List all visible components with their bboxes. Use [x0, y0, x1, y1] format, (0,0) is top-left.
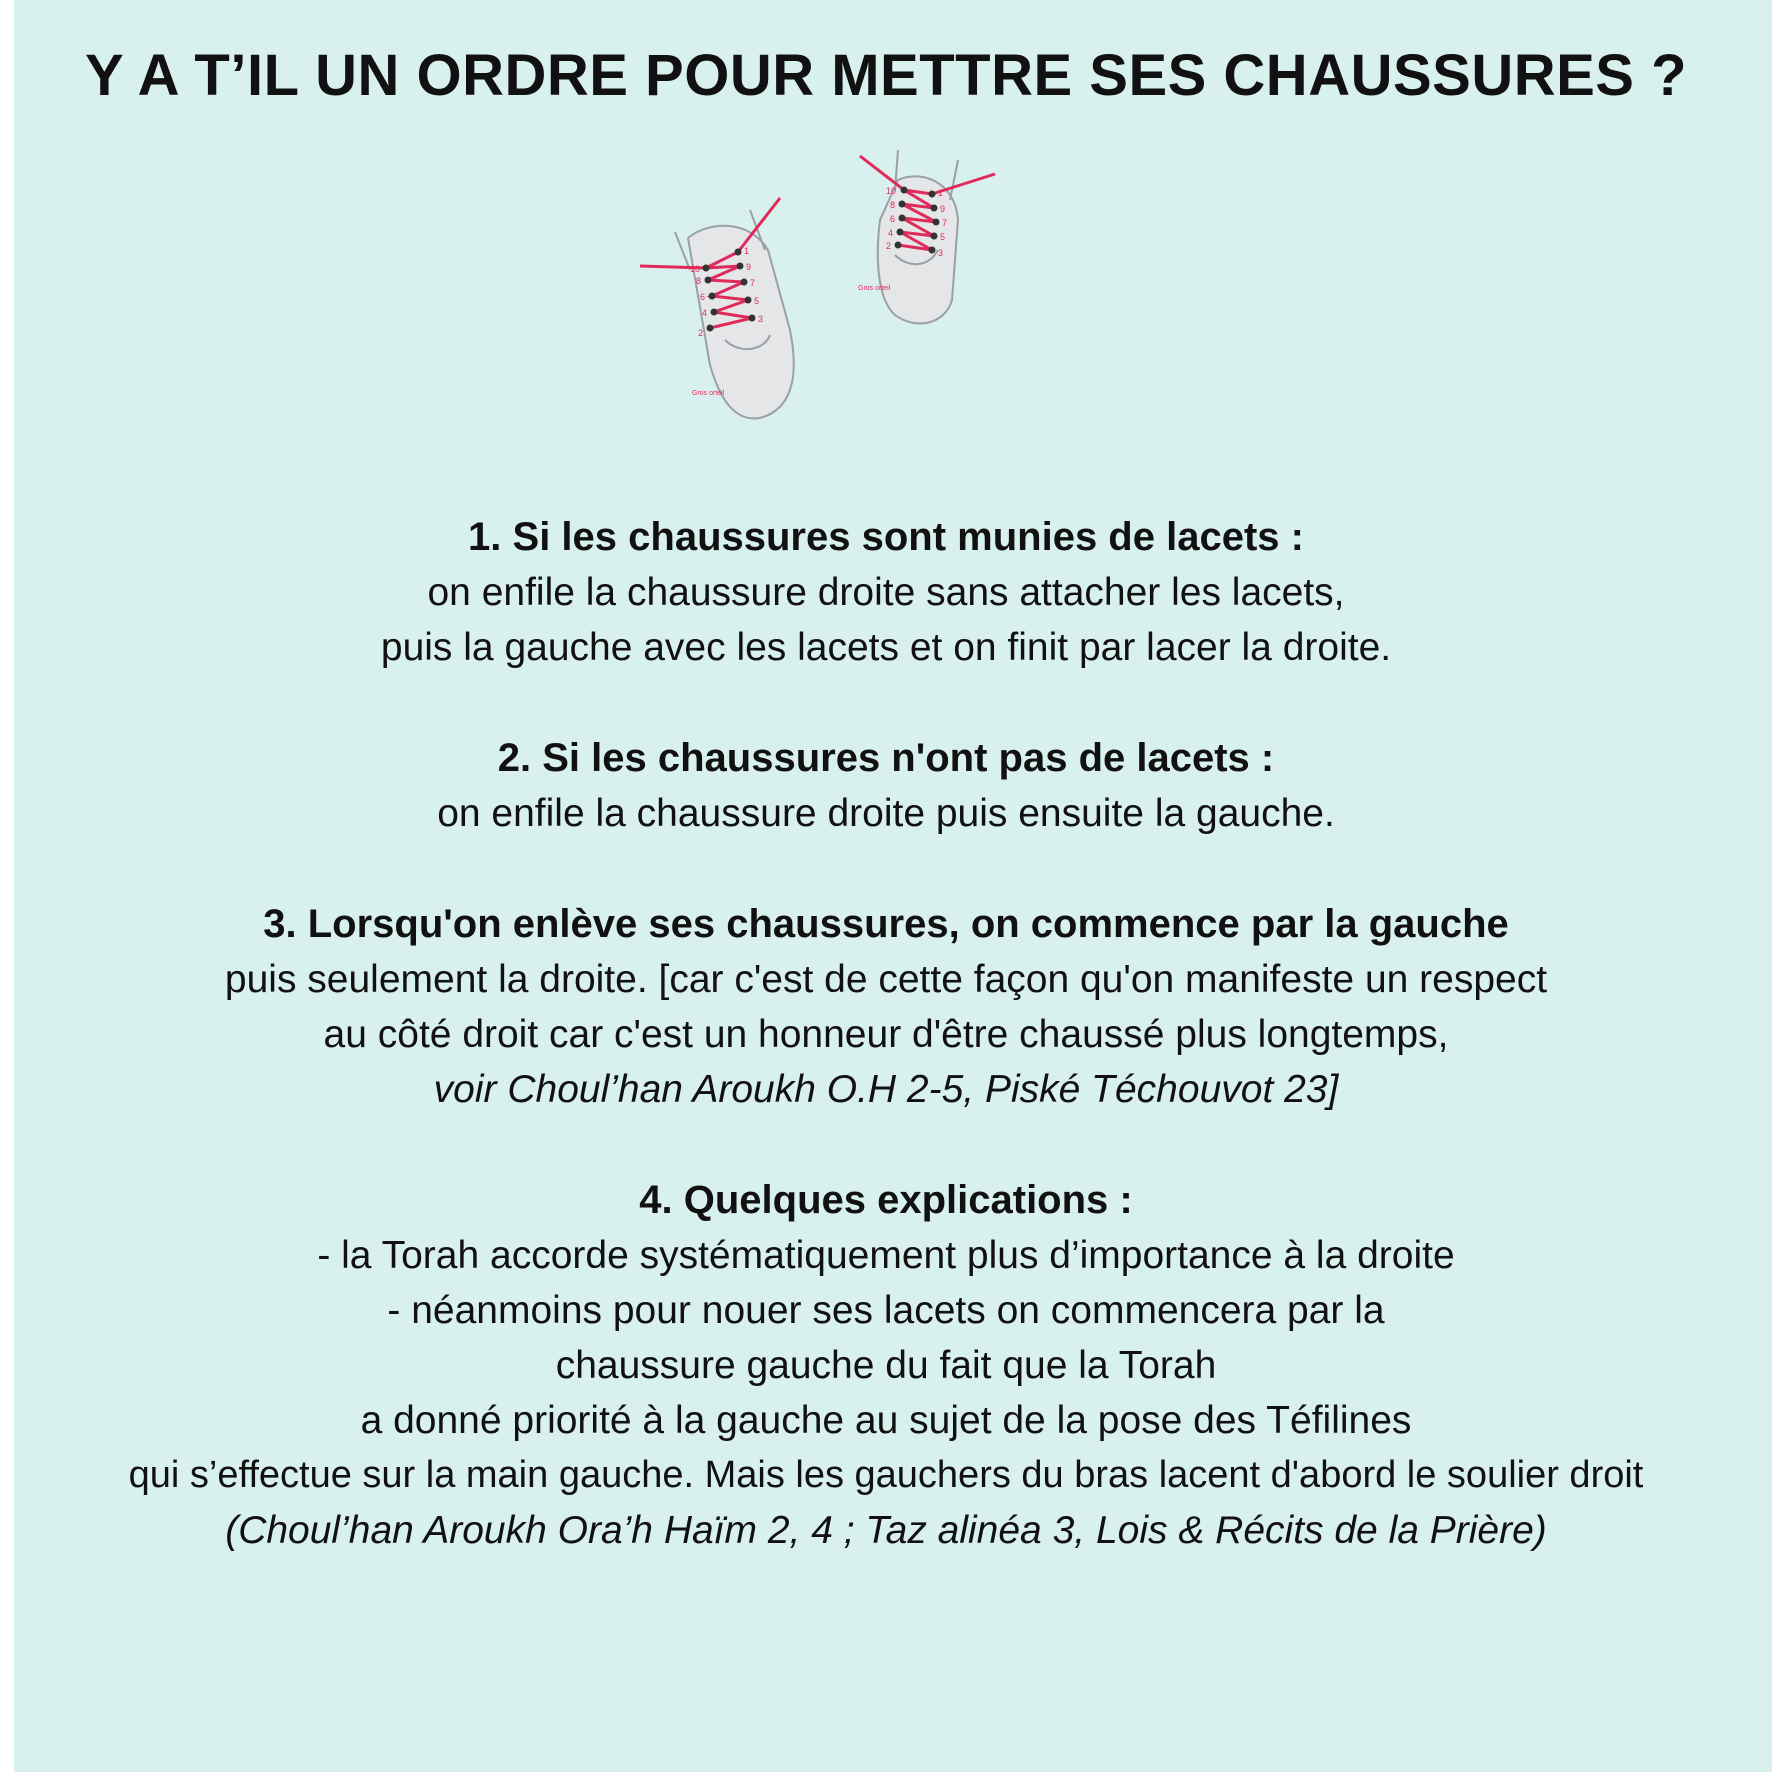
left-shoe-caption: Gros orteil	[692, 390, 725, 397]
section-line: puis la gauche avec les lacets et on finit par lacer la droite.	[380, 626, 1392, 669]
right-shoe-number: 6	[890, 214, 896, 224]
right-shoe-number: 1	[938, 188, 944, 198]
left-shoe-number: 10	[690, 264, 701, 274]
section-line: puis seulement la droite. [car c'est de cette façon qu'on manifeste un respect	[224, 958, 1548, 1001]
section-heading: 2. Si les chaussures n'ont pas de lacets :	[497, 736, 1275, 780]
left-shoe-number: 9	[746, 262, 752, 272]
left-shoe-number: 6	[700, 292, 706, 302]
section-2	[0, 731, 1772, 841]
page-title: Y A T’IL UN ORDRE POUR METTRE SES CHAUSSURES ?	[84, 43, 1688, 108]
left-shoe-number: 3	[758, 314, 764, 324]
section-4	[0, 1173, 1772, 1558]
left-shoe-number: 5	[754, 296, 760, 306]
section-line: qui s’effectue sur la main gauche. Mais les gauchers du bras lacent d'abord le soulier droit	[128, 1454, 1644, 1496]
right-shoe-number: 2	[886, 241, 892, 251]
section-line: on enfile la chaussure droite puis ensuite la gauche.	[437, 792, 1335, 835]
section-reference: (Choul’han Aroukh Ora’h Haïm 2, 4 ; Taz alinéa 3, Lois & Récits de la Prière)	[225, 1509, 1547, 1552]
section-line: au côté droit car c'est un honneur d'être chaussé plus longtemps,	[323, 1013, 1449, 1056]
right-shoe-number: 3	[938, 248, 944, 258]
section-heading: 1. Si les chaussures sont munies de lacets :	[468, 515, 1304, 559]
section-1	[0, 510, 1772, 675]
section-line: - la Torah accorde systématiquement plus d’importance à la droite	[317, 1234, 1455, 1277]
section-line: - néanmoins pour nouer ses lacets on commencera par la	[387, 1289, 1385, 1332]
right-shoe	[858, 150, 995, 323]
section-line: on enfile la chaussure droite sans attacher les lacets,	[427, 571, 1345, 614]
right-shoe-number: 9	[940, 204, 946, 214]
left-shoe-number: 1	[744, 246, 750, 256]
left-shoe-number: 8	[696, 276, 702, 286]
section-reference: voir Choul’han Aroukh O.H 2-5, Piské Téchouvot 23]	[433, 1068, 1339, 1111]
right-shoe-number: 4	[888, 228, 894, 238]
right-shoe-number: 8	[890, 200, 896, 210]
right-shoe-caption: Gros orteil	[858, 285, 891, 292]
section-heading: 4. Quelques explications :	[639, 1178, 1133, 1222]
content	[0, 510, 1772, 1614]
section-3	[0, 897, 1772, 1117]
section-line: chaussure gauche du fait que la Torah	[555, 1344, 1217, 1387]
left-shoe-number: 2	[698, 328, 704, 338]
section-heading: 3. Lorsqu'on enlève ses chaussures, on commence par la gauche	[263, 902, 1509, 946]
left-shoe-number: 4	[702, 308, 708, 318]
shoe-lacing-illustration	[640, 150, 1120, 470]
right-shoe-number: 7	[942, 218, 948, 228]
left-shoe	[640, 198, 794, 418]
left-shoe-number: 7	[750, 278, 756, 288]
right-shoe-number: 10	[886, 186, 897, 196]
right-shoe-number: 5	[940, 232, 946, 242]
section-line: a donné priorité à la gauche au sujet de la pose des Téfilines	[360, 1399, 1412, 1442]
